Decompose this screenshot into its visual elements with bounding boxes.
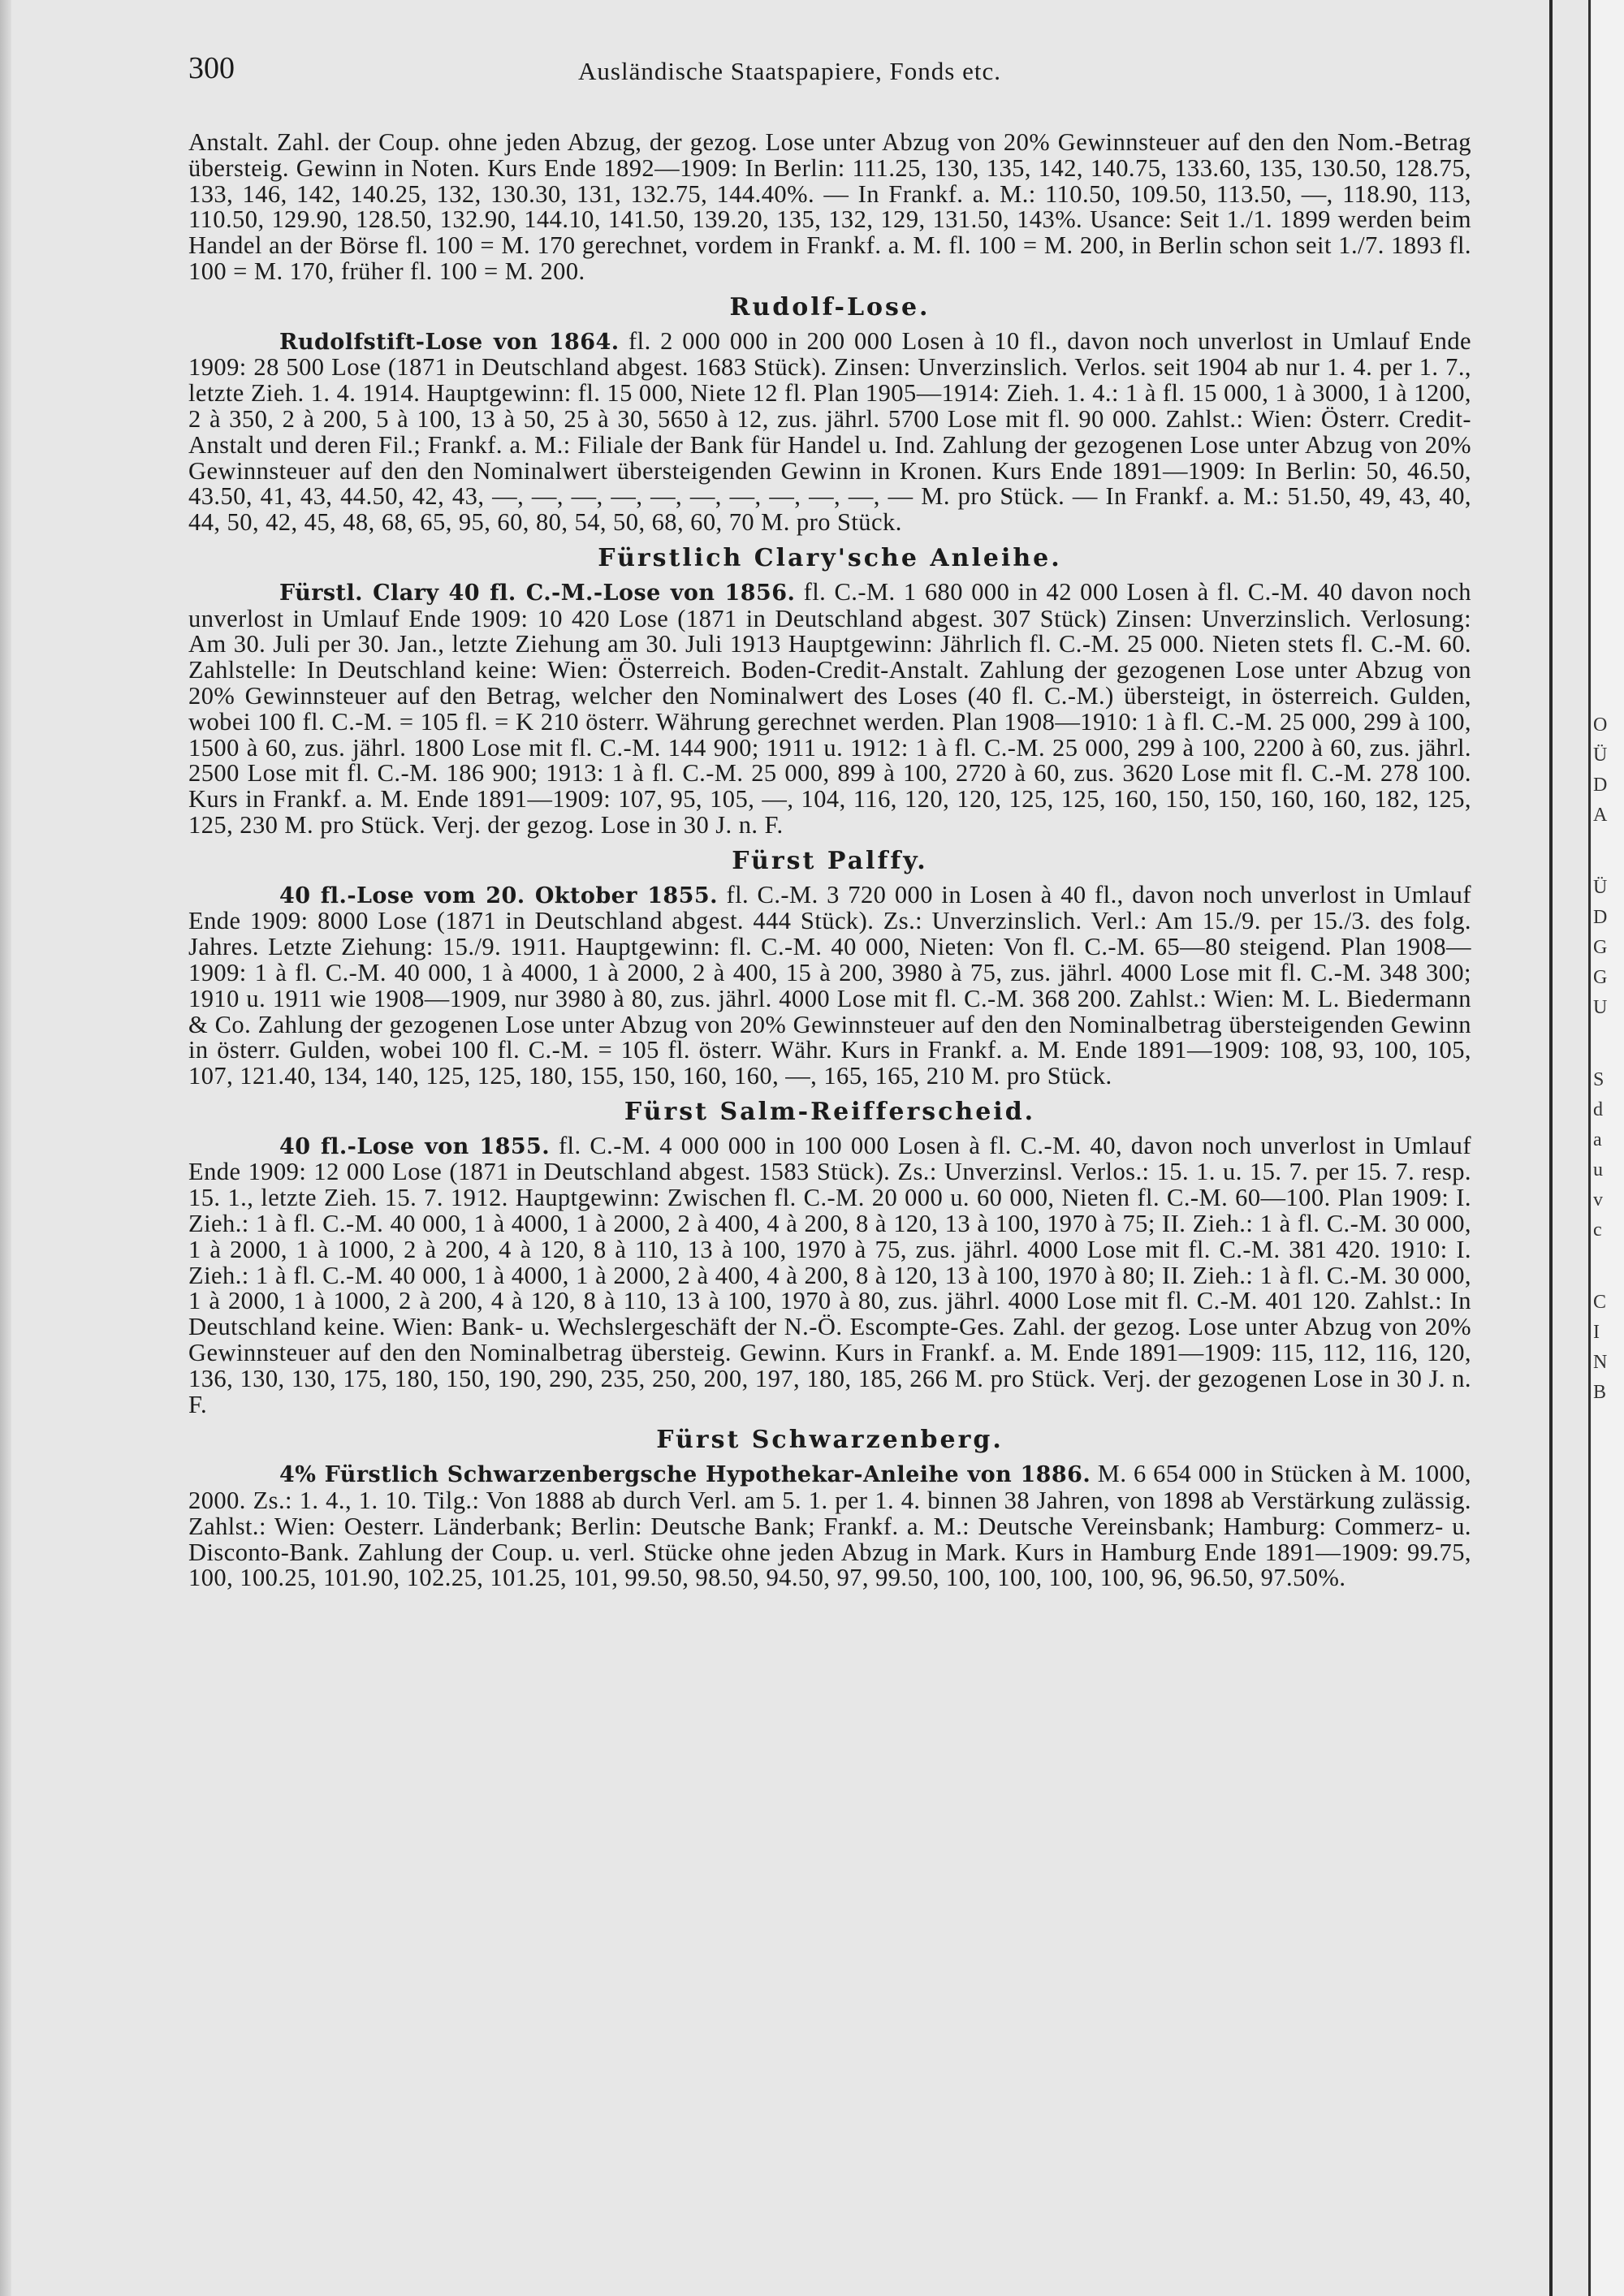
section-heading-rudolf: Rudolf-Lose.: [729, 292, 931, 322]
intro-paragraph: Anstalt. Zahl. der Coup. ohne jeden Abzug, der gezog. Lose unter Abzug von 20% Gewinnsteuer auf den den Nom.-Betrag übersteig. Gewinn in Noten. Kurs Ende 1892—1909: In Berlin: 111.25, 130, 135, 142, 140.75, 133.60, 135, 130.50, 128.75, 133, 146, 142, 140.25, 132, 130.30, 131, 132.75, 144.40%. — In Frankf. a. M.: 110.50, 109.50, 113.50, —, 118.90, 113, 110.50, 129.90, 128.50, 132.90, 144.10, 141.50, 139.20, 135, 132, 129, 131.50, 143%. Usance: Seit 1./1. 1899 werden beim Handel an der Börse fl. 100 = M. 170 gerechnet, vordem in Frankf. a. M. fl. 100 = M. 200, in Berlin schon seit 1./7. 1893 fl. 100 = M. 170, früher fl. 100 = M. 200.: [188, 128, 1471, 285]
entry-salm: [188, 1133, 1471, 1418]
fragment: d: [1593, 1099, 1603, 1120]
fragment: c: [1593, 1219, 1602, 1241]
page-edge-rule: [1549, 0, 1553, 2296]
fragment: O: [1593, 714, 1608, 736]
fragment: G: [1593, 937, 1608, 958]
fragment: N: [1593, 1352, 1608, 1373]
entry-schwarzenberg: [188, 1461, 1471, 1591]
entry-palffy: [188, 880, 1471, 1090]
page-body: [188, 130, 1471, 1599]
page-header: [188, 50, 1471, 91]
section-heading-salm: Fürst Salm-Reifferscheid.: [624, 1097, 1036, 1126]
entry-lead: 40 fl.-Lose vom 20. Oktober 1855.: [279, 883, 718, 908]
entry-body: M. 6 654 000 in Stücken à M. 1000, 2000. Zs.: 1. 4., 1. 10. Tilg.: Von 1888 ab durch Verl. am 5. 1. per 1. 4. binnen 38 Jahren, von 1898 ab Verstärkung zulässig. Zahlst.: Wien: Oesterr. Länderbank; Berlin: Deutsche Bank; Frankf. a. M.: Deutsche Vereinsbank; Hamburg: Commerz- u. Disconto-Bank. Zahlung der Coup. u. verl. Stücke ohne jeden Abzug in Mark. Kurs in Hamburg Ende 1891—1909: 99.75, 100, 100.25, 101.90, 102.25, 101.25, 101, 99.50, 98.50, 94.50, 97, 99.50, 100, 100, 100, 100, 96, 96.50, 97.50%.: [188, 1460, 1472, 1592]
binding-gutter: [0, 0, 11, 2296]
entry-lead: Rudolfstift-Lose von 1864.: [279, 329, 620, 355]
running-head: Ausländische Staatspapiere, Fonds etc.: [578, 57, 1001, 85]
fragment: I: [1593, 1322, 1600, 1343]
fragment: a: [1593, 1129, 1602, 1150]
fragment: A: [1593, 805, 1608, 826]
entry-clary: [188, 577, 1472, 839]
page-number: 300: [188, 51, 235, 85]
fragment: D: [1593, 907, 1608, 928]
section-heading-palffy: Fürst Palffy.: [732, 846, 928, 875]
fragment: Ü: [1593, 744, 1608, 766]
entry-body: fl. C.-M. 4 000 000 in 100 000 Losen à fl. C.-M. 40, davon noch unverlost in Umlauf Ende 1909: 12 000 Lose (1871 in Deutschland abgest. 1583 Stück). Zs.: Unverzinsl. Verlos.: 15. 1. u. 15. 7. per 15. 7. resp. 15. 1., letzte Zieh. 15. 7. 1912. Hauptgewinn: Zwischen fl. C.-M. 20 000 u. 60 000, Nieten fl. C.-M. 60—100. Plan 1909: I. Zieh.: 1 à fl. C.-M. 40 000, 1 à 4000, 1 à 2000, 2 à 400, 4 à 200, 8 à 120, 13 à 100, 1970 à 75; II. Zieh.: 1 à fl. C.-M. 30 000, 1 à 2000, 1 à 1000, 2 à 200, 4 à 120, 8 à 110, 13 à 100, 1970 à 75, zus. jährl. 4000 Lose mit fl. C.-M. 381 420. 1910: I. Zieh.: 1 à fl. C.-M. 40 000, 1 à 4000, 1 à 2000, 2 à 400, 4 à 200, 8 à 120, 13 à 100, 1970 à 80; II. Zieh.: 1 à fl. C.-M. 30 000, 1 à 2000, 1 à 1000, 2 à 200, 4 à 120, 8 à 110, 13 à 100, 1970 à 80, zus. jährl. 4000 Lose mit fl. C.-M. 401 120. Zahlst.: In Deutschland keine. Wien: Bank- u. Wechslergeschäft der N.-Ö. Escompte-Ges. Zahl. der gezog. Lose unter Abzug von 20% Gewinnsteuer auf den den Nominalbetrag übersteig. Gewinn. Kurs in Frankf. a. M. Ende 1891—1909: 115, 112, 116, 120, 136, 130, 130, 175, 180, 150, 190, 290, 235, 250, 200, 197, 180, 185, 266 M. pro Stück. Verj. der gezogenen Lose in 30 J. n. F.: [188, 1131, 1471, 1418]
facing-page-rule: [1588, 0, 1591, 2296]
section-heading-clary: Fürstlich Clary'sche Anleihe.: [598, 543, 1062, 572]
section-heading-schwarzenberg: Fürst Schwarzenberg.: [656, 1426, 1004, 1455]
entry-lead: Fürstl. Clary 40 fl. C.-M.-Lose von 1856.: [279, 580, 796, 606]
fragment: Ü: [1593, 877, 1608, 898]
fragment: C: [1593, 1292, 1607, 1313]
fragment: B: [1593, 1382, 1607, 1403]
fragment: v: [1593, 1189, 1603, 1211]
entry-lead: 40 fl.-Lose von 1855.: [279, 1133, 551, 1159]
entry-rudolf: [188, 326, 1472, 537]
fragment: D: [1593, 775, 1608, 796]
entry-body: fl. C.-M. 1 680 000 in 42 000 Losen à fl. C.-M. 40 davon noch unverlost in Umlauf Ende 1909: 10 420 Lose (1871 in Deutschland abgest. 307 Stück) Zinsen: Unverzinslich. Verlosung: Am 30. Juli per 30. Jan., letzte Ziehung am 30. Juli 1913 Hauptgewinn: Jährlich fl. C.-M. 25 000. Nieten stets fl. C.-M. 60. Zahlstelle: In Deutschland keine: Wien: Österreich. Boden-Credit-Anstalt. Zahlung der gezogenen Lose unter Abzug von 20% Gewinnsteuer auf den Betrag, welcher den Nominalwert des Loses (40 fl. C.-M.) übersteigt, in österreich. Gulden, wobei 100 fl. C.-M. = 105 fl. = K 210 österr. Währung gerechnet werden. Plan 1908—1910: 1 à fl. C.-M. 25 000, 299 à 100, 1500 à 60, zus. jährl. 1800 Lose mit fl. C.-M. 144 900; 1911 u. 1912: 1 à fl. C.-M. 25 000, 299 à 100, 2200 à 60, zus. jährl. 2500 Lose mit fl. C.-M. 186 900; 1913: 1 à fl. C.-M. 25 000, 899 à 100, 2720 à 60, zus. 3620 Lose mit fl. C.-M. 278 100. Kurs in Frankf. a. M. Ende 1891—1909: 107, 95, 105, —, 104, 116, 120, 120, 125, 125, 160, 150, 150, 160, 160, 182, 125, 125, 230 M. pro Stück. Verj. der gezog. Lose in 30 J. n. F.: [188, 577, 1472, 839]
facing-page-fragments: [1593, 714, 1624, 1412]
entry-body: fl. C.-M. 3 720 000 in Losen à 40 fl., davon noch unverlost in Umlauf Ende 1909: 8000 Lose (1871 in Deutschland abgest. 444 Stück). Zs.: Unverzinslich. Verl.: Am 15./9. per 15./3. des folg. Jahres. Letzte Ziehung: 15./9. 1911. Hauptgewinn: fl. C.-M. 40 000, Nieten: Von fl. C.-M. 65—80 steigend. Plan 1908—1909: 1 à fl. C.-M. 40 000, 1 à 4000, 1 à 2000, 2 à 400, 15 à 200, 3980 à 75, zus. jährl. 4000 Lose mit fl. C.-M. 348 300; 1910 u. 1911 wie 1908—1909, nur 3980 à 80, zus. jährl. 4000 Lose mit fl. C.-M. 368 200. Zahlst.: Wien: M. L. Biedermann & Co. Zahlung der gezogenen Lose unter Abzug von 20% Gewinnsteuer auf den den Nominalbetrag übersteigenden Gewinn in österr. Gulden, wobei 100 fl. C.-M. = 105 fl. österr. Währ. Kurs in Frankf. a. M. Ende 1891—1909: 108, 93, 100, 105, 107, 121.40, 134, 140, 125, 125, 180, 155, 150, 160, 160, —, 165, 165, 210 M. pro Stück.: [188, 880, 1471, 1090]
fragment: u: [1593, 1159, 1603, 1180]
entry-body: fl. 2 000 000 in 200 000 Losen à 10 fl., davon noch unverlost in Umlauf Ende 1909: 28 500 Lose (1871 in Deutschland abgest. 1683 Stück). Zinsen: Unverzinslich. Verlos. seit 1904 ab nur 1. 4. per 1. 7., letzte Zieh. 1. 4. 1914. Hauptgewinn: fl. 15 000, Niete 12 fl. Plan 1905—1914: Zieh. 1. 4.: 1 à fl. 15 000, 1 à 3000, 1 à 1200, 2 à 350, 2 à 200, 5 à 100, 13 à 50, 25 à 30, 5650 à 12, zus. jährl. 5700 Lose mit fl. 90 000. Zahlst.: Wien: Österr. Credit-Anstalt und deren Fil.; Frankf. a. M.: Filiale der Bank für Handel u. Ind. Zahlung der gezogenen Lose unter Abzug von 20% Gewinnsteuer auf den den Nominalwert übersteigenden Gewinn in Kronen. Kurs Ende 1891—1909: In Berlin: 50, 46.50, 43.50, 41, 43, 44.50, 42, 43, —, —, —, —, —, —, —, —, —, —, — M. pro Stück. — In Frankf. a. M.: 51.50, 49, 43, 40, 44, 50, 42, 45, 48, 68, 65, 95, 60, 80, 54, 50, 68, 60, 70 M. pro Stück.: [188, 326, 1472, 537]
fragment: S: [1593, 1069, 1605, 1090]
entry-lead: 4% Fürstlich Schwarzenbergsche Hypothekar-Anleihe von 1886.: [279, 1462, 1091, 1488]
fragment: G: [1593, 967, 1608, 988]
fragment: U: [1593, 997, 1608, 1018]
